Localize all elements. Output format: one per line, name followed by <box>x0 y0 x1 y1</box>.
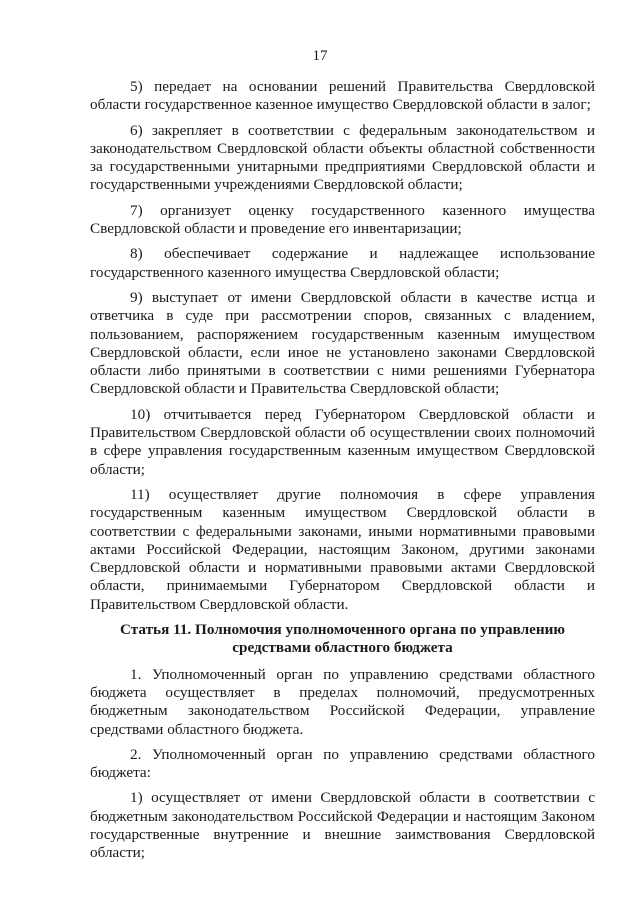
document-body <box>90 78 595 870</box>
paragraph-item-5: 5) передает на основании решений Правительства Свердловской области государственное казенное имущество Свердловской области в залог; <box>90 78 595 114</box>
article-heading <box>90 621 595 658</box>
paragraph-item-6: 6) закрепляет в соответствии с федеральным законодательством и законодательством Свердловской области объекты областной собственности за государственными унитарными предприятиями Свердловской области и государственными учреждениями Свердловской области; <box>90 121 595 194</box>
paragraph-item-10: 10) отчитывается перед Губернатором Свердловской области и Правительством Свердловской области об осуществлении своих полномочий в сфере управления государственным казенным имуществом Свердловской области; <box>90 405 595 478</box>
paragraph-item-7: 7) организует оценку государственного казенного имущества Свердловской области и проведение его инвентаризации; <box>90 201 595 238</box>
paragraph-item-9: 9) выступает от имени Свердловской области в качестве истца и ответчика в суде при рассмотрении споров, связанных с владением, пользованием, распоряжением государственным казенным имуществом Свердловской области, если иное не установлено законами Свердловской области либо принятыми в соответствии с ними решениями Губернатора Свердловской области и Правительства Свердловской области; <box>90 288 595 398</box>
page-number: 17 <box>312 48 328 64</box>
article-heading-line-1: Статья 11. Полномочия уполномоченного органа по управлению <box>119 621 566 639</box>
paragraph-clause-2: 2. Уполномоченный орган по управлению средствами областного бюджета: <box>90 745 595 782</box>
paragraph-clause-1: 1. Уполномоченный орган по управлению средствами областного бюджета осуществляет в пределах полномочий, предусмотренных бюджетным законодательством Российской Федерации, управление средствами областного бюджета. <box>90 665 595 738</box>
paragraph-item-11: 11) осуществляет другие полномочия в сфере управления государственным казенным имуществом Свердловской области в соответствии с федеральными законами, иными нормативными правовыми актами Российской Федерации, настоящим Законом, другими законами Свердловской области и нормативными правовыми актами Свердловской области, принимаемыми Губернатором Свердловской области и Правительством Свердловской области. <box>90 485 595 613</box>
article-heading-line-2: средствами областного бюджета <box>232 639 453 657</box>
paragraph-item-8: 8) обеспечивает содержание и надлежащее использование государственного казенного имущества Свердловской области; <box>90 245 595 281</box>
paragraph-subitem-1: 1) осуществляет от имени Свердловской области в соответствии с бюджетным законодательством Российской Федерации и настоящим Законом государственные внутренние и внешние заимствования Свердловской области; <box>90 789 595 862</box>
